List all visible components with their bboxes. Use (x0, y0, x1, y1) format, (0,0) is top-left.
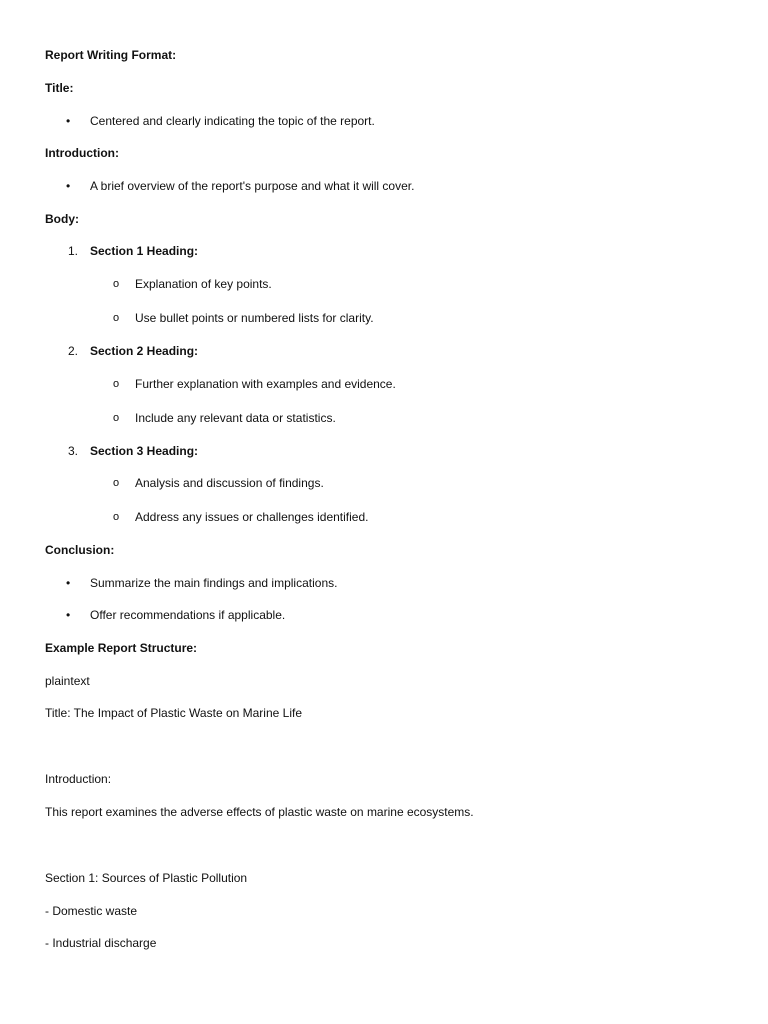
list-number: 2. (68, 344, 79, 358)
code-language-label: plaintext (45, 674, 90, 688)
list-item: Offer recommendations if applicable. (90, 608, 286, 622)
sub-bullet-marker: o (113, 477, 120, 489)
list-item: A brief overview of the report's purpose and what it will cover. (90, 179, 415, 193)
title-heading: Title: (45, 81, 74, 95)
sub-list-item: Include any relevant data or statistics. (135, 411, 336, 425)
list-number: 3. (68, 444, 79, 458)
section-heading: Section 2 Heading: (90, 344, 199, 358)
sub-bullet-marker: o (113, 412, 120, 424)
sub-bullet-marker: o (113, 278, 120, 290)
introduction-heading: Introduction: (45, 146, 119, 160)
example-heading: Example Report Structure: (45, 641, 198, 655)
bullet-marker: • (66, 608, 71, 622)
sub-list-item: Address any issues or challenges identified. (135, 510, 369, 524)
sub-bullet-marker: o (113, 312, 120, 324)
list-item: Summarize the main findings and implications. (90, 576, 338, 590)
sub-list-item: Further explanation with examples and evidence. (135, 377, 396, 391)
format-heading: Report Writing Format: (45, 48, 177, 62)
conclusion-heading: Conclusion: (45, 543, 115, 557)
body-heading: Body: (45, 212, 79, 226)
example-title-line: Title: The Impact of Plastic Waste on Marine Life (45, 706, 302, 720)
sub-list-item: Use bullet points or numbered lists for clarity. (135, 311, 374, 325)
list-number: 1. (68, 244, 79, 258)
example-section-line: Section 1: Sources of Plastic Pollution (45, 871, 248, 885)
section-heading: Section 3 Heading: (90, 444, 199, 458)
sub-list-item: Explanation of key points. (135, 277, 272, 291)
example-item-line: - Industrial discharge (45, 936, 157, 950)
bullet-marker: • (66, 576, 71, 590)
example-intro-label: Introduction: (45, 772, 112, 786)
example-intro-text: This report examines the adverse effects of plastic waste on marine ecosystems. (45, 805, 474, 819)
sub-bullet-marker: o (113, 378, 120, 390)
sub-bullet-marker: o (113, 511, 120, 523)
bullet-marker: • (66, 114, 71, 128)
sub-list-item: Analysis and discussion of findings. (135, 476, 324, 490)
example-item-line: - Domestic waste (45, 904, 138, 918)
bullet-marker: • (66, 179, 71, 193)
section-heading: Section 1 Heading: (90, 244, 199, 258)
list-item: Centered and clearly indicating the topic of the report. (90, 114, 375, 128)
